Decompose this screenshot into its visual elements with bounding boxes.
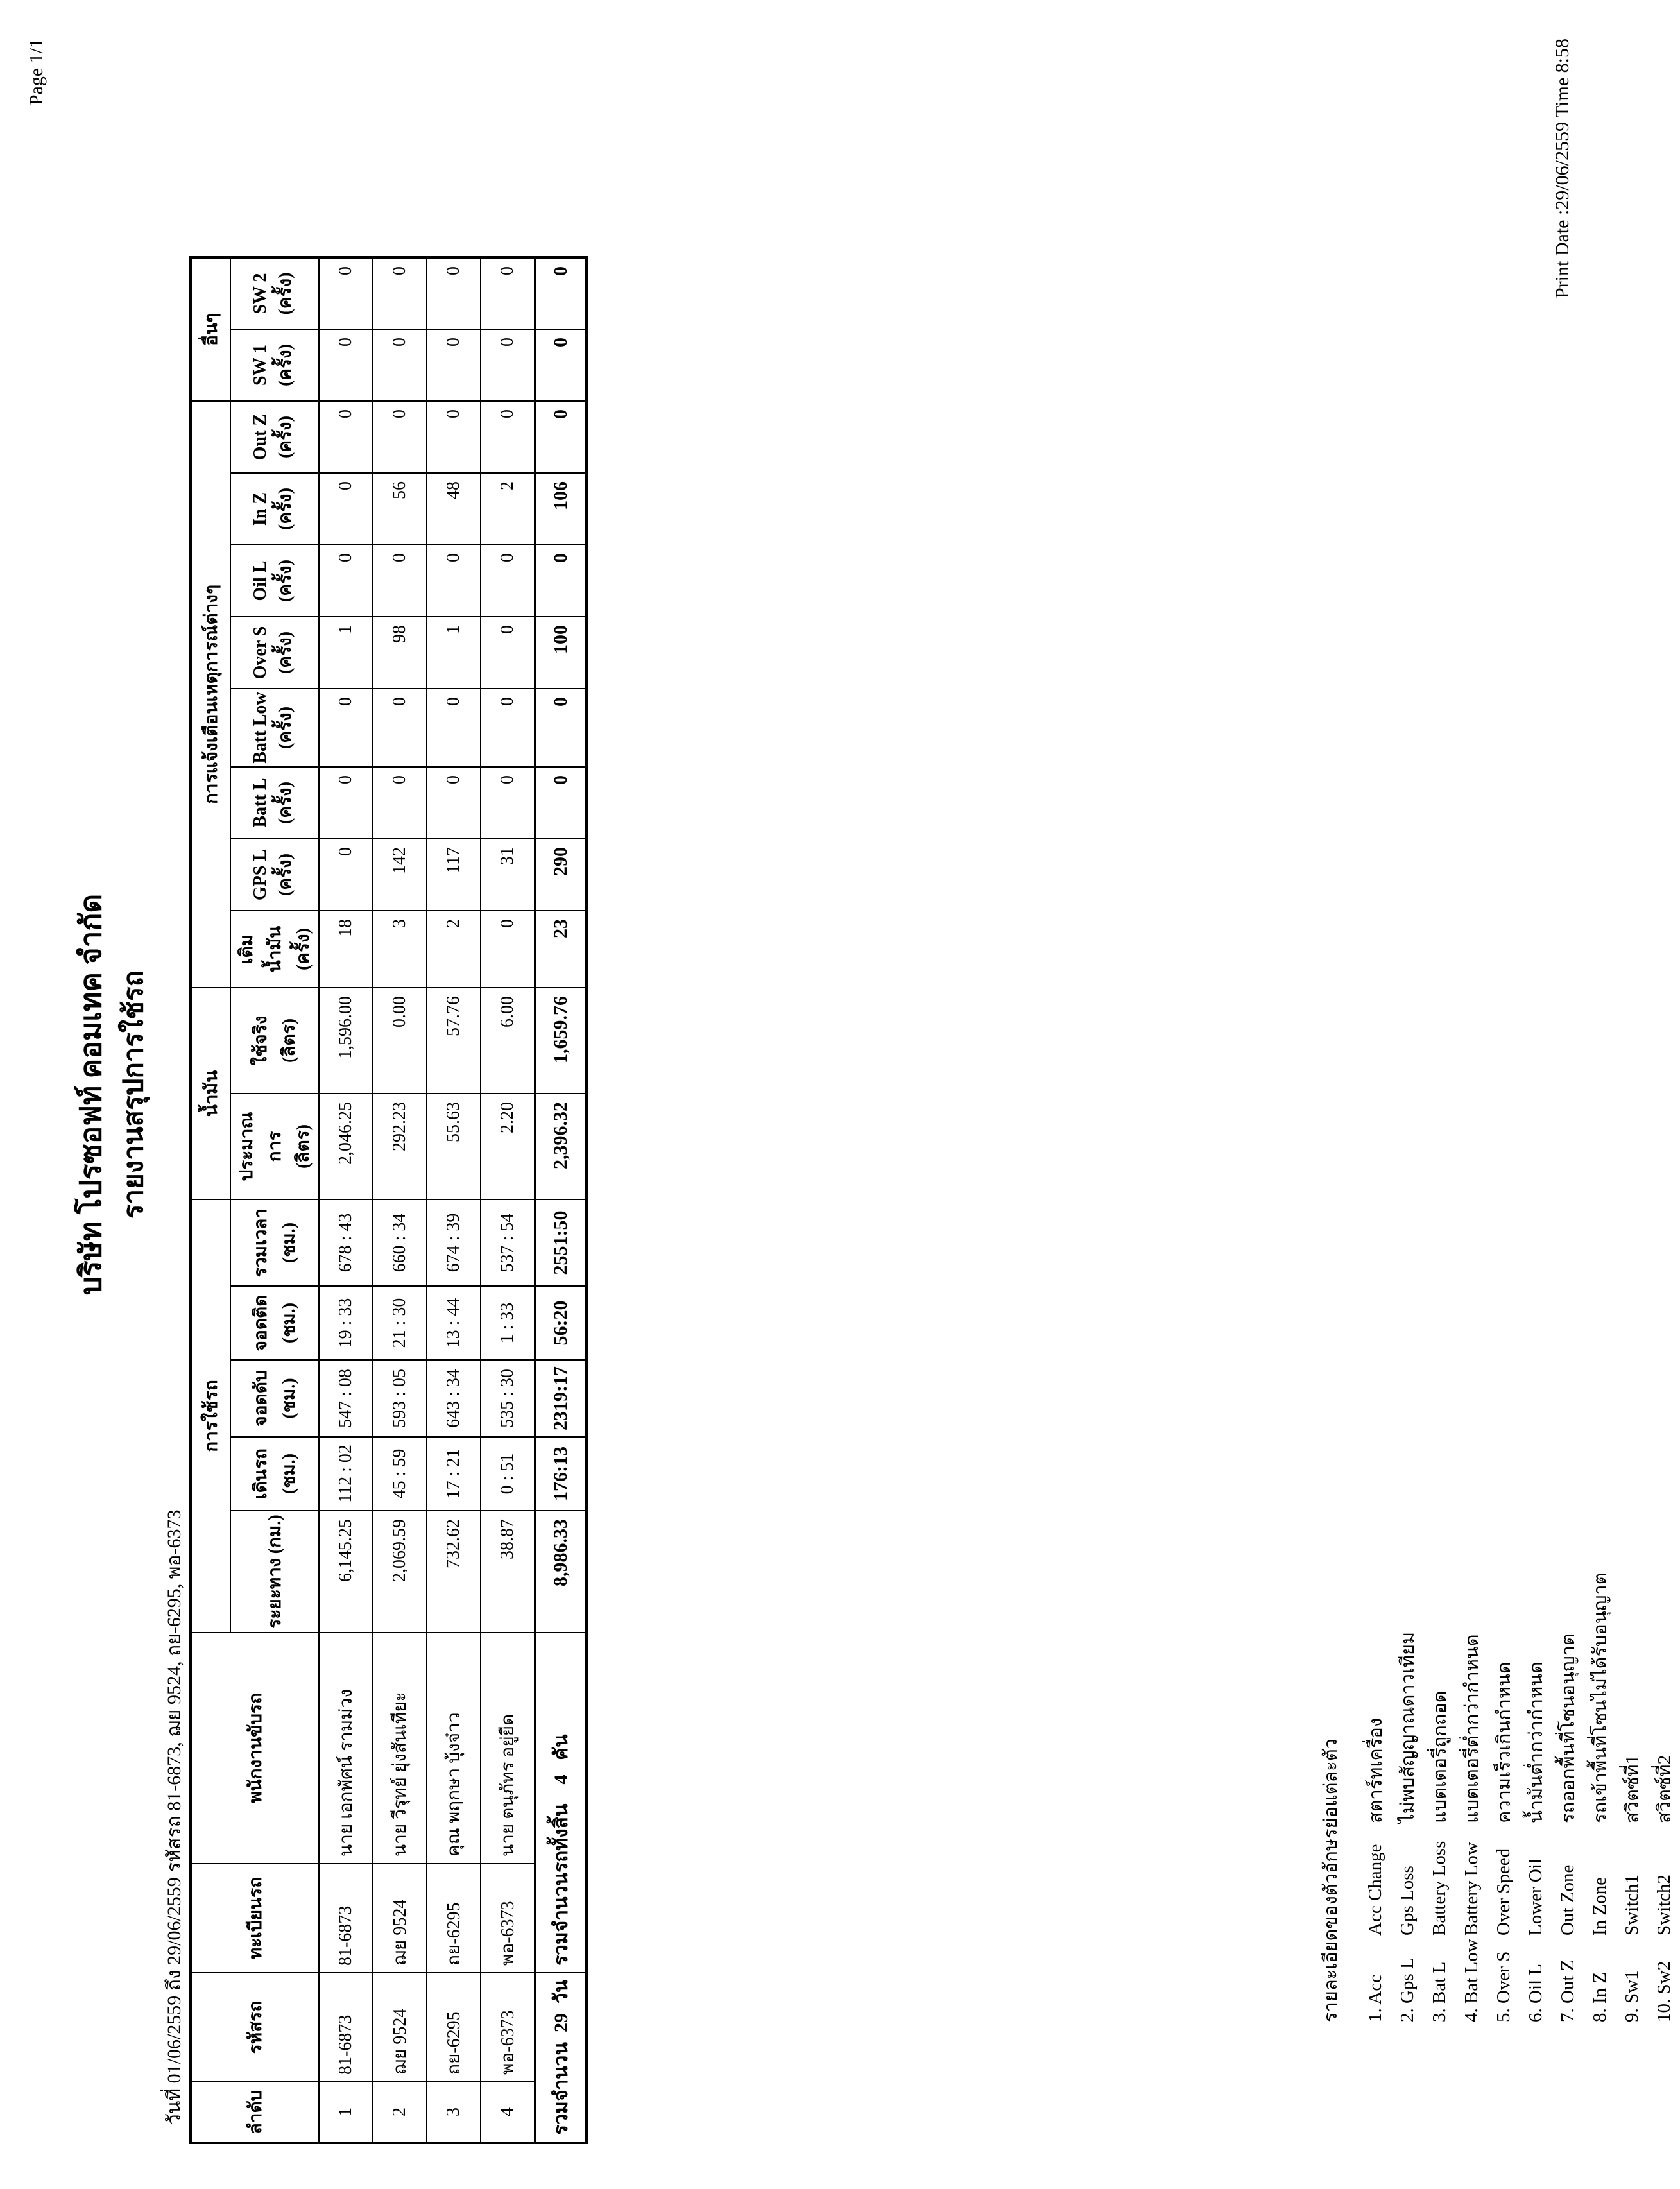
cell-over-s: 1: [427, 617, 481, 689]
abbreviation-legend: [1316, 1489, 1680, 2022]
legend-item: [1391, 1489, 1423, 2022]
cell-batt-low: 0: [319, 689, 373, 767]
cell-plate: ฌย 9524: [373, 1864, 427, 1973]
date-range: วันที่ 01/06/2559 ถึง 29/06/2559 รหัสรถ 81-6873, ฌย 9524, ถย-6295, พอ-6373: [164, 1509, 185, 2125]
cell-distance: 732.62: [427, 1511, 481, 1633]
legend-en: Battery Loss: [1428, 1841, 1450, 1936]
cell-fuel-used: 0.00: [373, 988, 427, 1094]
cell-over-s: 0: [481, 617, 535, 689]
cell-stop-off: 643 : 34: [427, 1360, 481, 1437]
total-out-z: 0: [535, 401, 587, 473]
header-batt-l: Batt L (ครั้ง): [230, 767, 319, 839]
legend-item: [1520, 1489, 1552, 2022]
cell-stop-off: 593 : 05: [373, 1360, 427, 1437]
cell-in-z: 0: [319, 473, 373, 545]
legend-th: รถออกพื้นที่โซนอนุญาต: [1558, 1633, 1579, 1823]
total-refuel: 23: [535, 911, 587, 988]
cell-plate: พอ-6373: [481, 1864, 535, 1973]
header-fuel-used: ใช้จริง (ลิตร): [230, 988, 319, 1094]
cell-fuel-used: 1,596.00: [319, 988, 373, 1094]
table-body: [319, 257, 535, 2143]
header-run: เดินรถ (ชม.): [230, 1437, 319, 1511]
legend-en: Battery Low: [1461, 1842, 1482, 1936]
cell-driver: นาย ตนุภัทร อยู่ยืด: [481, 1633, 535, 1864]
total-over-s: 100: [535, 617, 587, 689]
total-sw2: 0: [535, 257, 587, 329]
legend-item: [1584, 1489, 1616, 2022]
header-plate: ทะเบียนรถ: [191, 1864, 319, 1973]
legend-en: Switch2: [1653, 1874, 1674, 1936]
cell-fuel-used: 6.00: [481, 988, 535, 1094]
page-number: Page 1/1: [26, 39, 47, 106]
cell-batt-low: 0: [481, 689, 535, 767]
cell-fuel-est: 2,046.25: [319, 1094, 373, 1199]
total-distance: 8,986.33: [535, 1511, 587, 1633]
legend-item: [1487, 1489, 1520, 2022]
header-sw2: SW 2 (ครั้ง): [230, 257, 319, 329]
header-over-s: Over S (ครั้ง): [230, 617, 319, 689]
legend-item: [1648, 1489, 1680, 2022]
total-stop-idle: 56:20: [535, 1286, 587, 1360]
cell-gps-l: 117: [427, 839, 481, 911]
cell-refuel: 2: [427, 911, 481, 988]
legend-th: รถเข้าพื้นที่โซนไม่ได้รับอนุญาต: [1590, 1572, 1611, 1823]
cell-batt-l: 0: [373, 767, 427, 839]
legend-key: 1. Acc: [1364, 1974, 1385, 2022]
legend-title: รายละเอียดของตัวอักษรย่อแต่ละตัว: [1321, 1738, 1341, 2022]
cell-oil-l: 0: [427, 545, 481, 617]
legend-key: 5. Over S: [1493, 1951, 1514, 2022]
cell-stop-idle: 1 : 33: [481, 1286, 535, 1360]
legend-en: Acc Change: [1364, 1844, 1385, 1936]
cell-car-code: 81-6873: [319, 1973, 373, 2082]
cell-driver: นาย เอกพัศน์ รามม่วง: [319, 1633, 373, 1864]
header-usage-group: การใช้รถ: [191, 1199, 230, 1633]
legend-item: [1359, 1489, 1391, 2022]
total-gps-l: 290: [535, 839, 587, 911]
header-alert-group: การแจ้งเตือนเหตุการณ์ต่างๆ: [191, 401, 230, 988]
print-date: Print Date :29/06/2559 Time 8:58: [1552, 39, 1573, 299]
legend-en: Over Speed: [1493, 1848, 1514, 1936]
cell-stop-off: 547 : 08: [319, 1360, 373, 1437]
total-sw1: 0: [535, 329, 587, 401]
report-title: รายงานสรุปการใช้รถ: [119, 970, 149, 1219]
header-in-z: In Z (ครั้ง): [230, 473, 319, 545]
legend-item: [1423, 1489, 1455, 2022]
legend-key: 3. Bat L: [1428, 1961, 1450, 2022]
header-gps-l: GPS L (ครั้ง): [230, 839, 319, 911]
cell-sw1: 0: [427, 329, 481, 401]
total-run: 176:13: [535, 1437, 587, 1511]
cell-run: 45 : 59: [373, 1437, 427, 1511]
cell-fuel-est: 2.20: [481, 1094, 535, 1199]
cell-out-z: 0: [481, 401, 535, 473]
cell-driver: คุณ พฤกษา บุ้งจ๋าว: [427, 1633, 481, 1864]
cell-over-s: 1: [319, 617, 373, 689]
legend-th: น้ำมันต่ำกว่ากำหนด: [1526, 1661, 1547, 1823]
cell-sw1: 0: [373, 329, 427, 401]
cell-over-s: 98: [373, 617, 427, 689]
header-car-code: รหัสรถ: [191, 1973, 319, 2082]
legend-key: 2. Gps L: [1396, 1957, 1418, 2022]
cell-oil-l: 0: [373, 545, 427, 617]
cell-car-code: ถย-6295: [427, 1973, 481, 2082]
header-oil-l: Oil L (ครั้ง): [230, 545, 319, 617]
cell-batt-low: 0: [427, 689, 481, 767]
cell-batt-l: 0: [481, 767, 535, 839]
total-row: [535, 257, 587, 2143]
total-fuel-used: 1,659.76: [535, 988, 587, 1094]
cell-total-time: 674 : 39: [427, 1199, 481, 1286]
legend-item: [1552, 1489, 1584, 2022]
legend-key: 9. Sw1: [1621, 1970, 1642, 2022]
legend-en: Lower Oil: [1525, 1859, 1546, 1936]
total-fuel-est: 2,396.32: [535, 1094, 587, 1199]
cell-batt-l: 0: [427, 767, 481, 839]
cell-fuel-est: 55.63: [427, 1094, 481, 1199]
legend-key: 6. Oil L: [1525, 1963, 1546, 2022]
cell-oil-l: 0: [481, 545, 535, 617]
cell-gps-l: 0: [319, 839, 373, 911]
cell-fuel-est: 292.23: [373, 1094, 427, 1199]
legend-th: ความเร็วเกินกำหนด: [1494, 1661, 1514, 1823]
legend-th: สวิตซ์ที่2: [1654, 1755, 1675, 1823]
table-row: [373, 257, 427, 2143]
table-row: [481, 257, 535, 2143]
cell-in-z: 2: [481, 473, 535, 545]
table-row: [427, 257, 481, 2143]
header-fuel-est: ประมาณการ (ลิตร): [230, 1094, 319, 1199]
cell-total-time: 660 : 34: [373, 1199, 427, 1286]
cell-refuel: 18: [319, 911, 373, 988]
header-fuel-group: น้ำมัน: [191, 988, 230, 1199]
cell-batt-low: 0: [373, 689, 427, 767]
total-days: รวมจำนวน 29 วัน: [535, 1973, 587, 2143]
legend-key: 7. Out Z: [1557, 1959, 1578, 2022]
cell-total-time: 678 : 43: [319, 1199, 373, 1286]
cell-run: 0 : 51: [481, 1437, 535, 1511]
header-sw1: SW 1 (ครั้ง): [230, 329, 319, 401]
cell-distance: 6,145.25: [319, 1511, 373, 1633]
total-in-z: 106: [535, 473, 587, 545]
legend-th: ไม่พบสัญญาณดาวเทียม: [1398, 1631, 1418, 1823]
legend-key: 10. Sw2: [1653, 1961, 1674, 2022]
header-no: ลำดับ: [191, 2082, 319, 2143]
cell-distance: 38.87: [481, 1511, 535, 1633]
cell-refuel: 0: [481, 911, 535, 988]
cell-sw1: 0: [481, 329, 535, 401]
header-other-group: อื่นๆ: [191, 257, 230, 401]
header-total-time: รวมเวลา (ชม.): [230, 1199, 319, 1286]
header-distance: ระยะทาง (กม.): [230, 1511, 319, 1633]
legend-key: 8. In Z: [1589, 1971, 1610, 2022]
cell-stop-off: 535 : 30: [481, 1360, 535, 1437]
summary-table: [189, 256, 588, 2144]
cell-stop-idle: 13 : 44: [427, 1286, 481, 1360]
cell-no: 1: [319, 2082, 373, 2143]
cell-car-code: ฌย 9524: [373, 1973, 427, 2082]
legend-th: แบตเตอรี่ต่ำกว่ากำหนด: [1462, 1634, 1482, 1823]
cell-sw2: 0: [427, 257, 481, 329]
header-batt-low: Batt Low (ครั้ง): [230, 689, 319, 767]
cell-no: 3: [427, 2082, 481, 2143]
cell-batt-l: 0: [319, 767, 373, 839]
legend-key: 4. Bat Low: [1461, 1939, 1482, 2022]
legend-th: สวิตซ์ที่1: [1622, 1755, 1643, 1823]
legend-en: Switch1: [1621, 1874, 1642, 1936]
legend-en: In Zone: [1589, 1877, 1610, 1936]
cell-out-z: 0: [373, 401, 427, 473]
cell-oil-l: 0: [319, 545, 373, 617]
total-batt-low: 0: [535, 689, 587, 767]
cell-distance: 2,069.59: [373, 1511, 427, 1633]
cell-total-time: 537 : 54: [481, 1199, 535, 1286]
cell-driver: นาย วีรุทย์ ยุ่งสันเทียะ: [373, 1633, 427, 1864]
cell-in-z: 56: [373, 473, 427, 545]
cell-car-code: พอ-6373: [481, 1973, 535, 2082]
cell-stop-idle: 21 : 30: [373, 1286, 427, 1360]
total-stop-off: 2319:17: [535, 1360, 587, 1437]
cell-out-z: 0: [319, 401, 373, 473]
cell-sw2: 0: [373, 257, 427, 329]
cell-sw2: 0: [319, 257, 373, 329]
legend-en: Gps Loss: [1396, 1866, 1418, 1936]
total-batt-l: 0: [535, 767, 587, 839]
header-refuel: เติมน้ำมัน (ครั้ง): [230, 911, 319, 988]
total-cars: รวมจำนวนรถทั้งสิ้น 4 คัน: [535, 1633, 587, 1973]
cell-stop-idle: 19 : 33: [319, 1286, 373, 1360]
cell-out-z: 0: [427, 401, 481, 473]
header-driver: พนักงานขับรถ: [191, 1633, 319, 1864]
legend-list: [1359, 1489, 1680, 2022]
legend-item: [1616, 1489, 1648, 2022]
header-stop-idle: จอดติด (ชม.): [230, 1286, 319, 1360]
legend-th: สตาร์ทเครื่อง: [1366, 1718, 1386, 1823]
cell-gps-l: 31: [481, 839, 535, 911]
cell-no: 2: [373, 2082, 427, 2143]
total-oil-l: 0: [535, 545, 587, 617]
cell-run: 17 : 21: [427, 1437, 481, 1511]
cell-plate: 81-6873: [319, 1864, 373, 1973]
header-stop-off: จอดดับ (ชม.): [230, 1360, 319, 1437]
total-time: 2551:50: [535, 1199, 587, 1286]
company-name: บริษัท โปรซอฟท์ คอมเทค จำกัด: [74, 893, 107, 1296]
cell-plate: ถย-6295: [427, 1864, 481, 1973]
cell-sw1: 0: [319, 329, 373, 401]
cell-fuel-used: 57.76: [427, 988, 481, 1094]
legend-th: แบตเตอรี่ถูกถอด: [1430, 1690, 1450, 1823]
cell-no: 4: [481, 2082, 535, 2143]
cell-run: 112 : 02: [319, 1437, 373, 1511]
cell-refuel: 3: [373, 911, 427, 988]
cell-sw2: 0: [481, 257, 535, 329]
cell-in-z: 48: [427, 473, 481, 545]
cell-gps-l: 142: [373, 839, 427, 911]
legend-item: [1455, 1489, 1487, 2022]
table-row: [319, 257, 373, 2143]
legend-en: Out Zone: [1557, 1864, 1578, 1936]
header-out-z: Out Z (ครั้ง): [230, 401, 319, 473]
